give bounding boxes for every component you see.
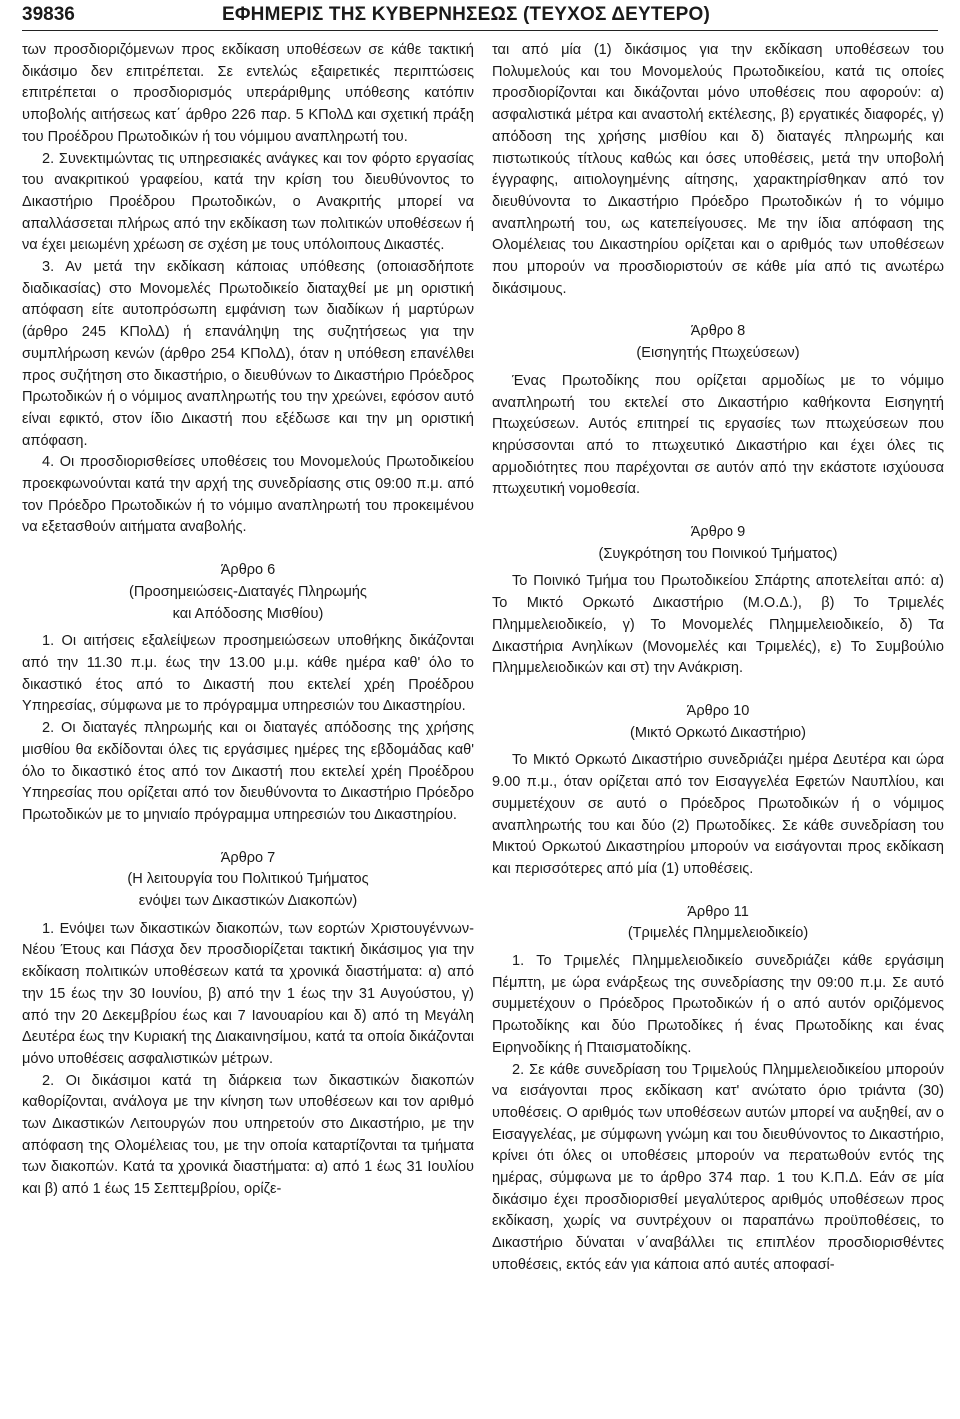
- page-number: 39836: [22, 4, 75, 25]
- paragraph: 3. Αν μετά την εκδίκαση κάποιας υπόθεσης (οποιασδήποτε διαδικασίας) στο Μονομελές Πρωτοδικείο διαταχθεί με μη οριστική απόφαση είτε αυτοπρόσωπη εμφάνιση των διαδίκων ή μαρτύρων (άρθρο 245 ΚΠολΔ) ή επανάληψη της συζητήσεως για την συμπλήρωση κενών (άρθρο 254 ΚΠολΔ), όταν η υπόθεση επανέλθει προς συζήτηση στο δικαστήριο, ο διευθύνων το Δικαστήριο Πρόεδρος Πρωτοδικών ή ο νόμιμος αναπληρωτής του την χρεώνει, εφόσον αυτό είναι εφικτό, στον ίδιο Δικαστή που εξέδωσε και την μη οριστική απόφαση.: [22, 259, 474, 449]
- article-title: Άρθρο 10: [686, 702, 750, 719]
- article-title: Άρθρο 6: [220, 562, 276, 579]
- paragraph: ται από μία (1) δικάσιμος για την εκδίκαση υποθέσεων του Πολυμελούς και του Μονομελούς Πρωτοδικείου, κατά τις οποίες προσδιορίζονται και δικάζονται μόνο υποθέσεις που αφορούν: α) ασφαλιστικά μέτρα και αναστολή εκτέλεσης, β) εργατικές διαφορές, γ) απόδοση της χρήσης μισθίου και δ) διαταγές πληρωμής και πιστωτικούς τίτλους καθώς και όσες υποθέσεις, μετά την υποβολή έγγραφης, αιτιολογημένης αίτησης, χαρακτηρίσθηκαν από τον διευθύνοντα το Δικαστήριο Πρόεδρο Πρωτοδικών ή το νόμιμο αναπληρωτή του, ως κατεπείγουσες. Με την ίδια απόφαση της Ολομέλειας του Δικαστηρίου ορίζεται και ο αριθμός των υποθέσεων που μπορούν να προσδιοριστούν σε κάθε μία από τις ανωτέρω δικάσιμους.: [492, 42, 944, 297]
- article-subtitle: ενόψει των Δικαστικών Διακοπών): [138, 893, 358, 910]
- article-subtitle: (Εισηγητής Πτωχεύσεων): [636, 345, 800, 362]
- article-subtitle: (Προσημειώσεις-Διαταγές Πληρωμής: [129, 583, 367, 600]
- article-heading-9: [492, 522, 944, 565]
- text-columns: [22, 40, 944, 1277]
- article-heading-11: [492, 902, 944, 945]
- paragraph: 2. Σε κάθε συνεδρίαση του Τριμελούς Πλημμελειοδικείου μπορούν να εισάγονται προς εκδίκαση κατ' ανώτατο όριο τριάντα (30) υποθέσεις. Ο αριθμός των υποθέσεων αυτών μπορεί να αυξηθεί, αν ο Εισαγγελέας, με σύμφωνη γνώμη και του διευθύνοντος το Δικαστήριο, κρίνει ότι όλες οι υποθέσεις μπορούν να περατωθούν εντός της ημέρας, σύμφωνα με το άρθρο 374 παρ. 1 του Κ.Π.Δ. Εάν σε μία δικάσιμο έχει προσδιορισθεί μεγαλύτερος αριθμός υποθέσεων προς εκδίκαση, χωρίς να συντρέχουν οι παραπάνω προϋποθέσεις, το Δικαστήριο δύναται ν΄αναβάλλει τις επιπλέον προσδιορισθέντες υποθέσεις, εκτός εάν για κάποια από αυτές αποφασί-: [492, 1061, 944, 1273]
- paragraph: των προσδιοριζόμενων προς εκδίκαση υποθέσεων σε κάθε τακτική δικάσιμο δεν επιτρέπεται. Σε εντελώς εξαιρετικές περιπτώσεις επιτρέπεται ο προσδιορισμός υπεράριθμης υπόθεσης κατόπιν υποβολής αιτήσεως κατ΄ άρθρο 226 παρ. 5 ΚΠολΔ και σχετική πράξη του Προέδρου Πρωτοδικών ή του νόμιμου αναπληρωτή του.: [22, 42, 474, 145]
- paragraph: Το Μικτό Ορκωτό Δικαστήριο συνεδριάζει ημέρα Δευτέρα και ώρα 9.00 π.μ., όταν ορίζεται από τον Εισαγγελέα Εφετών Ναυπλίου, και συμμετέχουν σε αυτό ο Πρόεδρος Πρωτοδικών ή ο νόμιμος αναπληρωτής του και δύο (2) Πρωτοδίκες. Σε κάθε συνεδρίαση του Μικτού Ορκωτού Δικαστηρίου μπορούν να εισάγονται προς εκδίκαση και περισσότερες από μία (1) υποθέσεις.: [492, 752, 944, 877]
- article-title: Άρθρο 9: [690, 524, 746, 541]
- paragraph: Ένας Πρωτοδίκης που ορίζεται αρμοδίως με το νόμιμο αναπληρωτή του εκτελεί στο Δικαστήριο καθήκοντα Εισηγητή Πτωχεύσεων. Αυτός επιτηρεί τις εργασίες των πτωχεύσεων που κηρύσσονται από το πτωχευτικό Δικαστήριο και έχει όλες τις αρμοδιότητες που παρέχονται σε αυτόν από την εκάστοτε ισχύουσα πτωχευτική νομοθεσία.: [492, 372, 944, 498]
- paragraph: 2. Συνεκτιμώντας τις υπηρεσιακές ανάγκες και τον φόρτο εργασίας του ανακριτικού γραφείου, κατά την κρίση του διευθύνοντος το Δικαστήριο Προέδρου Πρωτοδικών, ο Ανακριτής μπορεί να απαλλάσσεται πλήρως από την εκδίκαση των πολιτικών υποθέσεων ή να έχει μειωμένη χρέωση σε σχέση με τους υπόλοιπους Δικαστές.: [22, 150, 474, 254]
- article-title: Άρθρο 7: [220, 849, 276, 866]
- paragraph: 1. Οι αιτήσεις εξαλείψεων προσημειώσεων υποθήκης δικάζονται από την 11.30 π.μ. έως την 13.00 μ.μ. κάθε ημέρα καθ' όλο το δικαστικό έτος από το Δικαστή που εκτελεί χρέη Προέδρου Υπηρεσίας, σύμφωνα με το πρόγραμμα υπηρεσιών του Δικαστηρίου.: [22, 633, 474, 715]
- paragraph: 1. Το Τριμελές Πλημμελειοδικείο συνεδριάζει κάθε εργάσιμη Πέμπτη, με ώρα ενάρξεως της συνεδρίασης την 09:00 π.μ. Σε αυτό συμμετέχουν ο Πρόεδρος Πρωτοδικών ή ο από αυτόν οριζόμενος Πρωτοδίκης και δύο Πρωτοδίκες ή ένας Πρωτοδίκης και ένας Ειρηνοδίκης ή Πταισματοδίκης.: [492, 953, 944, 1056]
- article-subtitle: και Απόδοσης Μισθίου): [172, 605, 324, 622]
- article-heading-6: [22, 560, 474, 625]
- article-title: Άρθρο 11: [687, 903, 749, 920]
- article-subtitle: (Μικτό Ορκωτό Δικαστήριο): [630, 724, 806, 741]
- article-heading-7: [22, 848, 474, 913]
- article-subtitle: (Συγκρότηση του Ποινικού Τμήματος): [598, 545, 838, 562]
- article-subtitle: (Τριμελές Πλημμελειοδικείο): [627, 925, 809, 942]
- page-header: [22, 0, 938, 31]
- paragraph: 1. Ενόψει των δικαστικών διακοπών, των εορτών Χριστουγέννων-Νέου Έτους και Πάσχα δεν προσδιορίζεται τακτική δικάσιμος για την εκδίκαση πολιτικών υποθέσεων κατά τα χρονικά διαστήματα: α) από την 15 έως την 30 Ιουνίου, β) από την 1 έως την 31 Αυγούστου, γ) από την 20 Δεκεμβρίου έως και 7 Ιανουαρίου και δ) από τη Μεγάλη Δευτέρα έως την Κυριακή της Διακαινησίμου, κατά τα οποία δικάζονται μόνο υποθέσεις ασφαλιστικών μέτρων.: [22, 920, 474, 1067]
- paragraph: 2. Οι διαταγές πληρωμής και οι διαταγές απόδοσης της χρήσης μισθίου θα εκδίδονται όλες τις εργάσιμες ημέρες της εβδομάδας καθ' όλο το δικαστικό έτος από τον Δικαστή που εκτελεί χρέη Προέδρου Υπηρεσίας που ορίζεται από τον διευθύνοντα το Δικαστήριο Πρόεδρο Πρωτοδικών με το μηνιαίο πρόγραμμα υπηρεσιών του Δικαστηρίου.: [22, 720, 474, 823]
- article-heading-10: [492, 701, 944, 744]
- paragraph: 2. Οι δικάσιμοι κατά τη διάρκεια των δικαστικών διακοπών καθορίζονται, ανάλογα με την κίνηση των υποθέσεων και τον αριθμό των Δικαστικών Λειτουργών που υπηρετούν στο Δικαστήριο, με την απόφαση της Ολομέλειας του, με την οποία καταρτίζονται τα τμήματα των διακοπών. Κατά τα χρονικά διαστήματα: α) από 1 έως 31 Ιουλίου και β) από 1 έως 15 Σεπτεμβρίου, ορίζε-: [22, 1072, 474, 1198]
- article-title: Άρθρο 8: [690, 323, 746, 340]
- right-column: [492, 40, 944, 1277]
- paragraph: Το Ποινικό Τμήμα του Πρωτοδικείου Σπάρτης αποτελείται από: α) Το Μικτό Ορκωτό Δικαστήριο (Μ.Ο.Δ.), β) Το Τριμελές Πλημμελειοδικείο, γ) Το Μονομελές Πλημμελειοδικείο, δ) Τα Δικαστήρια Ανηλίκων (Μονομελές και Τριμελές), ε) Το Συμβούλιο Πλημμελειοδικών και στ) την Ανάκριση.: [492, 573, 944, 677]
- gazette-title: ΕΦΗΜΕΡΙΣ ΤΗΣ ΚΥΒΕΡΝΗΣΕΩΣ (ΤΕΥΧΟΣ ΔΕΥΤΕΡΟ): [222, 4, 710, 25]
- article-subtitle: (Η λειτουργία του Πολιτικού Τμήματος: [127, 871, 369, 888]
- left-column: [22, 40, 474, 1277]
- paragraph: 4. Οι προσδιορισθείσες υποθέσεις του Μονομελούς Πρωτοδικείου προεκφωνούνται κατά την αρχή της συνεδρίασης στις 09:00 π.μ. από τον Πρόεδρο Πρωτοδικών ή το νόμιμο αναπληρωτή του προκειμένου να εξετασθούν αιτήματα αναβολής.: [22, 454, 474, 536]
- article-heading-8: [492, 321, 944, 364]
